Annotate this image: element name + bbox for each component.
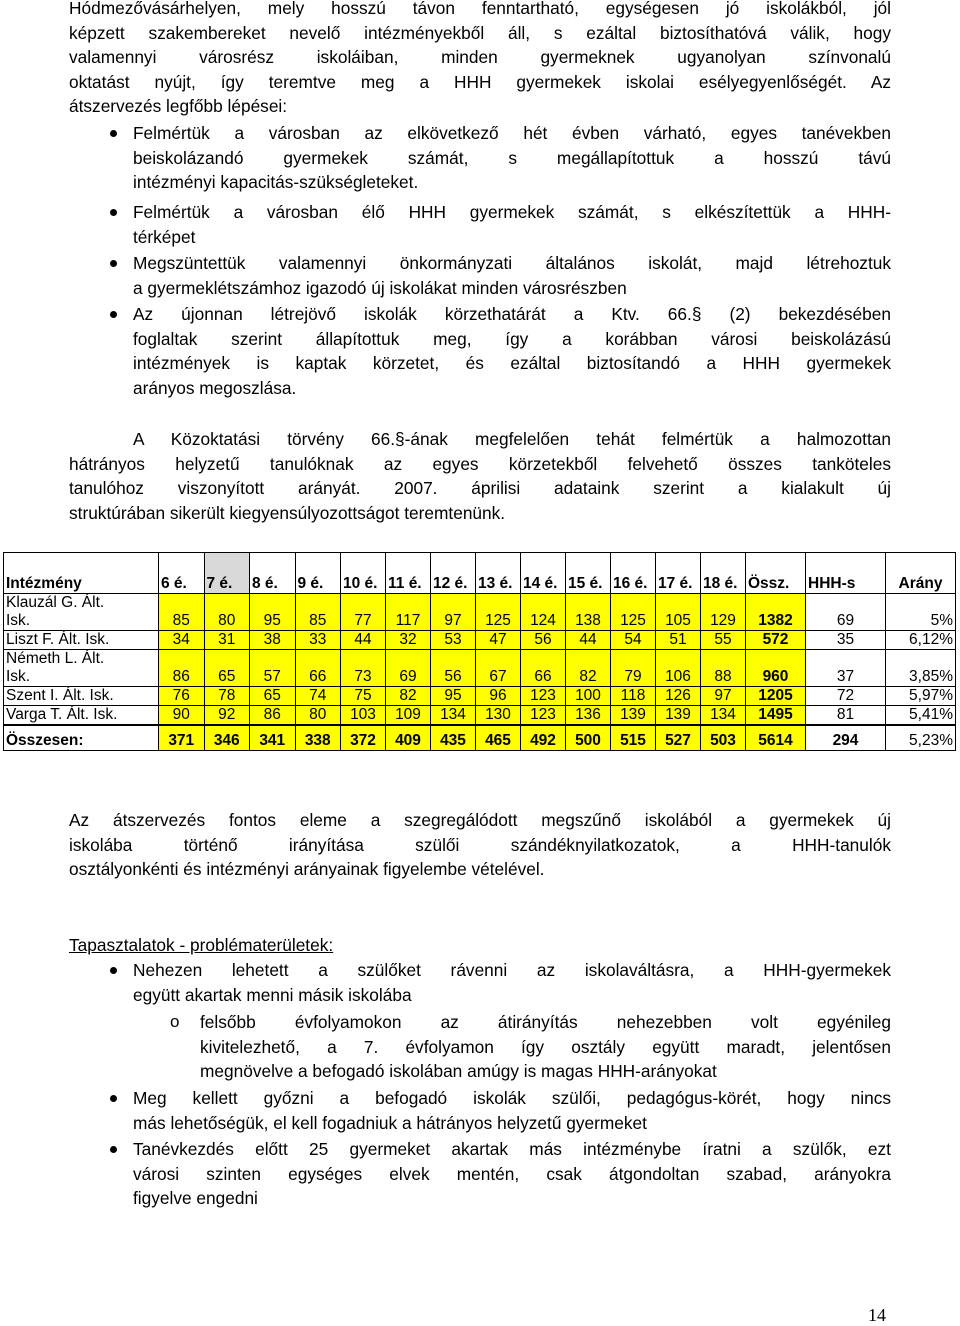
text-line: képzett szakembereket nevelő intézményekből áll, s ezáltal biztosíthatóvá válik, hogy xyxy=(69,22,891,43)
cell: 134 xyxy=(701,706,746,726)
text-line: Az átszervezés fontos eleme a szegregálódott megszűnő iskolából a gyermekek új xyxy=(69,810,891,830)
cell: 960 xyxy=(746,650,806,687)
reorg-paragraph xyxy=(69,808,891,882)
cell: 5,23% xyxy=(886,725,956,751)
cell: 371 xyxy=(159,725,205,751)
text-line: intézmények is kaptak körzetet, és ezáltal biztosítandó a HHH gyermekek xyxy=(133,353,891,373)
cell: 5,97% xyxy=(886,687,956,706)
cell: 47 xyxy=(476,631,521,650)
cell: 32 xyxy=(386,631,431,650)
row-label: Liszt F. Ált. Isk. xyxy=(4,631,159,650)
cell: 85 xyxy=(295,594,341,631)
cell: 73 xyxy=(341,650,386,687)
cell: 55 xyxy=(701,631,746,650)
text-line: A Közoktatási törvény 66.§-ának megfelelően tehát felmértük a halmozottan xyxy=(133,429,891,449)
table-row xyxy=(4,594,956,631)
header-cell: Arány xyxy=(886,553,956,594)
cell: 130 xyxy=(476,706,521,726)
table-row xyxy=(4,687,956,706)
text-line: valamennyi városrész iskoláiban, minden gyermeknek ugyanolyan színvonalú xyxy=(69,47,891,67)
cell: 86 xyxy=(250,706,296,726)
step-item xyxy=(133,251,891,300)
bullet-icon xyxy=(110,260,117,267)
row-label: Összesen: xyxy=(4,725,159,751)
cell: 82 xyxy=(566,650,611,687)
step-item xyxy=(133,121,891,195)
cell: 409 xyxy=(386,725,431,751)
cell: 57 xyxy=(250,650,296,687)
cell: 81 xyxy=(806,706,886,726)
header-cell: 12 é. xyxy=(431,553,476,594)
table-row xyxy=(4,650,956,687)
cell: 66 xyxy=(521,650,566,687)
cell: 97 xyxy=(431,594,476,631)
table-row xyxy=(4,631,956,650)
text-line: a gyermeklétszámhoz igazodó új iskolákat minden városrészben xyxy=(133,277,627,298)
cell: 65 xyxy=(250,687,296,706)
text-line: figyelve engedni xyxy=(133,1188,258,1208)
cell: 86 xyxy=(159,650,205,687)
header-cell: 16 é. xyxy=(611,553,656,594)
cell: 66 xyxy=(295,650,341,687)
experience-subitem xyxy=(200,1010,891,1084)
cell: 92 xyxy=(204,706,250,726)
cell: 100 xyxy=(566,687,611,706)
page-number: 14 xyxy=(868,1305,886,1325)
experience-title xyxy=(69,933,891,958)
cell: 572 xyxy=(746,631,806,650)
intro-paragraph xyxy=(69,0,891,119)
cell: 37 xyxy=(806,650,886,687)
text-line: Meg kellett győzni a befogadó iskolák szülői, pedagógus-körét, hogy nincs xyxy=(133,1088,891,1108)
cell: 3,85% xyxy=(886,650,956,687)
cell: 54 xyxy=(611,631,656,650)
row-label: Szent I. Ált. Isk. xyxy=(4,687,159,706)
cell: 123 xyxy=(521,706,566,726)
cell: 346 xyxy=(204,725,250,751)
cell: 105 xyxy=(656,594,701,631)
text-line: hátrányos helyzetű tanulóknak az egyes körzetekből felvehető összes tanköteles xyxy=(69,453,891,474)
cell: 31 xyxy=(204,631,250,650)
text-line: felsőbb évfolyamokon az átirányítás nehezebben volt egyénileg xyxy=(200,1012,891,1032)
cell: 134 xyxy=(431,706,476,726)
cell: 76 xyxy=(159,687,205,706)
text-line: struktúrában sikerült kiegyensúlyozottságot teremtenünk. xyxy=(69,502,506,523)
table-total-row xyxy=(4,725,956,751)
cell: 88 xyxy=(701,650,746,687)
header-cell: 17 é. xyxy=(656,553,701,594)
cell: 97 xyxy=(701,687,746,706)
cell: 139 xyxy=(656,706,701,726)
cell: 515 xyxy=(611,725,656,751)
text-line: foglaltak szerint állapítottuk meg, így a korábban városi beiskolázású xyxy=(133,328,891,349)
cell: 5614 xyxy=(746,725,806,751)
cell: 69 xyxy=(386,650,431,687)
header-cell: Össz. xyxy=(746,553,806,594)
cell: 95 xyxy=(431,687,476,706)
cell: 125 xyxy=(611,594,656,631)
law-paragraph xyxy=(69,427,891,525)
experience-item xyxy=(133,1137,891,1211)
bullet-icon xyxy=(110,967,117,974)
cell: 90 xyxy=(159,706,205,726)
header-cell: HHH-s xyxy=(806,553,886,594)
text-line: Hódmezővásárhelyen, mely hosszú távon fenntartható, egységesen jó iskolákból, jól xyxy=(69,0,891,18)
bullet-icon xyxy=(110,209,117,216)
table-header-row xyxy=(4,553,956,594)
cell: 95 xyxy=(250,594,296,631)
cell: 1205 xyxy=(746,687,806,706)
cell: 139 xyxy=(611,706,656,726)
text-line: Tanévkezdés előtt 25 gyermeket akartak más intézménybe íratni a szülők, ezt xyxy=(133,1139,891,1159)
hhh-ratio-table xyxy=(3,552,956,751)
cell: 51 xyxy=(656,631,701,650)
cell: 503 xyxy=(701,725,746,751)
cell: 117 xyxy=(386,594,431,631)
cell: 106 xyxy=(656,650,701,687)
header-cell: 6 é. xyxy=(159,553,205,594)
circle-bullet-icon: o xyxy=(170,1012,180,1031)
text-line: városi szinten egységes elvek mentén, csak átgondoltan szabad, arányokra xyxy=(133,1163,891,1184)
table-row xyxy=(4,706,956,726)
text-line: átszervezés legfőbb lépései: xyxy=(69,96,288,116)
cell: 527 xyxy=(656,725,701,751)
experience-item xyxy=(133,958,891,1007)
cell: 53 xyxy=(431,631,476,650)
cell: 67 xyxy=(476,650,521,687)
cell: 465 xyxy=(476,725,521,751)
cell: 138 xyxy=(566,594,611,631)
header-cell: Intézmény xyxy=(4,553,159,594)
text-line: beiskolázandó gyermekek számát, s megállapítottuk a hosszú távú xyxy=(133,147,891,168)
row-label: Varga T. Ált. Isk. xyxy=(4,706,159,726)
text-line: Felmértük a városban élő HHH gyermekek számát, s elkészítettük a HHH- xyxy=(133,202,891,222)
text-line: Nehezen lehetett a szülőket rávenni az iskolaváltásra, a HHH-gyermekek xyxy=(133,960,891,980)
cell: 123 xyxy=(521,687,566,706)
step-item xyxy=(133,302,891,400)
cell: 109 xyxy=(386,706,431,726)
text-line: megnövelve a befogadó iskolában amúgy is magas HHH-arányokat xyxy=(200,1061,717,1081)
cell: 44 xyxy=(566,631,611,650)
text-line: más lehetőségük, el kell fogadniuk a hátrányos helyzetű gyermeket xyxy=(133,1112,647,1133)
text-line: Az újonnan létrejövő iskolák körzethatárát a Ktv. 66.§ (2) bekezdésében xyxy=(133,304,891,324)
text-line: együtt akartak menni másik iskolába xyxy=(133,984,412,1005)
header-cell: 14 é. xyxy=(521,553,566,594)
cell: 35 xyxy=(806,631,886,650)
cell: 56 xyxy=(521,631,566,650)
text-line: Megszüntettük valamennyi önkormányzati általános iskolát, majd létrehoztuk xyxy=(133,253,891,273)
bullet-icon xyxy=(110,130,117,137)
text-line: tanulóhoz viszonyított arányát. 2007. áprilisi adataink szerint a kialakult új xyxy=(69,478,891,498)
cell: 294 xyxy=(806,725,886,751)
text-line: Felmértük a városban az elkövetkező hét évben várható, egyes tanévekben xyxy=(133,123,891,143)
cell: 1382 xyxy=(746,594,806,631)
cell: 6,12% xyxy=(886,631,956,650)
cell: 372 xyxy=(341,725,386,751)
text-line: térképet xyxy=(133,226,196,247)
header-cell: 11 é. xyxy=(386,553,431,594)
cell: 80 xyxy=(204,594,250,631)
cell: 341 xyxy=(250,725,296,751)
cell: 103 xyxy=(341,706,386,726)
cell: 129 xyxy=(701,594,746,631)
cell: 5,41% xyxy=(886,706,956,726)
cell: 33 xyxy=(295,631,341,650)
cell: 96 xyxy=(476,687,521,706)
cell: 338 xyxy=(295,725,341,751)
bullet-icon xyxy=(110,1095,117,1102)
cell: 44 xyxy=(341,631,386,650)
cell: 78 xyxy=(204,687,250,706)
cell: 492 xyxy=(521,725,566,751)
cell: 34 xyxy=(159,631,205,650)
cell: 80 xyxy=(295,706,341,726)
cell: 1495 xyxy=(746,706,806,726)
cell: 82 xyxy=(386,687,431,706)
row-label: Németh L. Ált. Isk. xyxy=(4,650,159,687)
header-cell: 8 é. xyxy=(250,553,296,594)
step-item xyxy=(133,200,891,249)
cell: 65 xyxy=(204,650,250,687)
header-cell: 10 é. xyxy=(341,553,386,594)
cell: 74 xyxy=(295,687,341,706)
cell: 500 xyxy=(566,725,611,751)
cell: 85 xyxy=(159,594,205,631)
text-line: iskolába történő irányítása szülői szándéknyilatkozatok, a HHH-tanulók xyxy=(69,834,891,855)
cell: 126 xyxy=(656,687,701,706)
cell: 79 xyxy=(611,650,656,687)
text-line: kivitelezhető, a 7. évfolyamon így osztály együtt maradt, jelentősen xyxy=(200,1036,891,1057)
header-cell: 18 é. xyxy=(701,553,746,594)
header-cell: 13 é. xyxy=(476,553,521,594)
cell: 75 xyxy=(341,687,386,706)
cell: 38 xyxy=(250,631,296,650)
text-line: arányos megoszlása. xyxy=(133,377,297,398)
cell: 72 xyxy=(806,687,886,706)
text-line: intézményi kapacitás-szükségleteket. xyxy=(133,172,419,192)
text-line: oktatást nyújt, így teremtve meg a HHH gyermekek iskolai esélyegyenlőségét. Az xyxy=(69,71,891,92)
header-cell: 7 é. xyxy=(204,553,250,594)
section-title: Tapasztalatok - problématerületek: xyxy=(69,935,334,955)
cell: 136 xyxy=(566,706,611,726)
cell: 69 xyxy=(806,594,886,631)
cell: 56 xyxy=(431,650,476,687)
experience-item xyxy=(133,1086,891,1135)
bullet-icon xyxy=(110,311,117,318)
cell: 77 xyxy=(341,594,386,631)
row-label: Klauzál G. Ált. Isk. xyxy=(4,594,159,631)
cell: 124 xyxy=(521,594,566,631)
text-line: osztályonkénti és intézményi arányainak figyelembe vételével. xyxy=(69,859,545,879)
cell: 435 xyxy=(431,725,476,751)
bullet-icon xyxy=(110,1146,117,1153)
cell: 125 xyxy=(476,594,521,631)
header-cell: 15 é. xyxy=(566,553,611,594)
cell: 5% xyxy=(886,594,956,631)
cell: 118 xyxy=(611,687,656,706)
header-cell: 9 é. xyxy=(295,553,341,594)
